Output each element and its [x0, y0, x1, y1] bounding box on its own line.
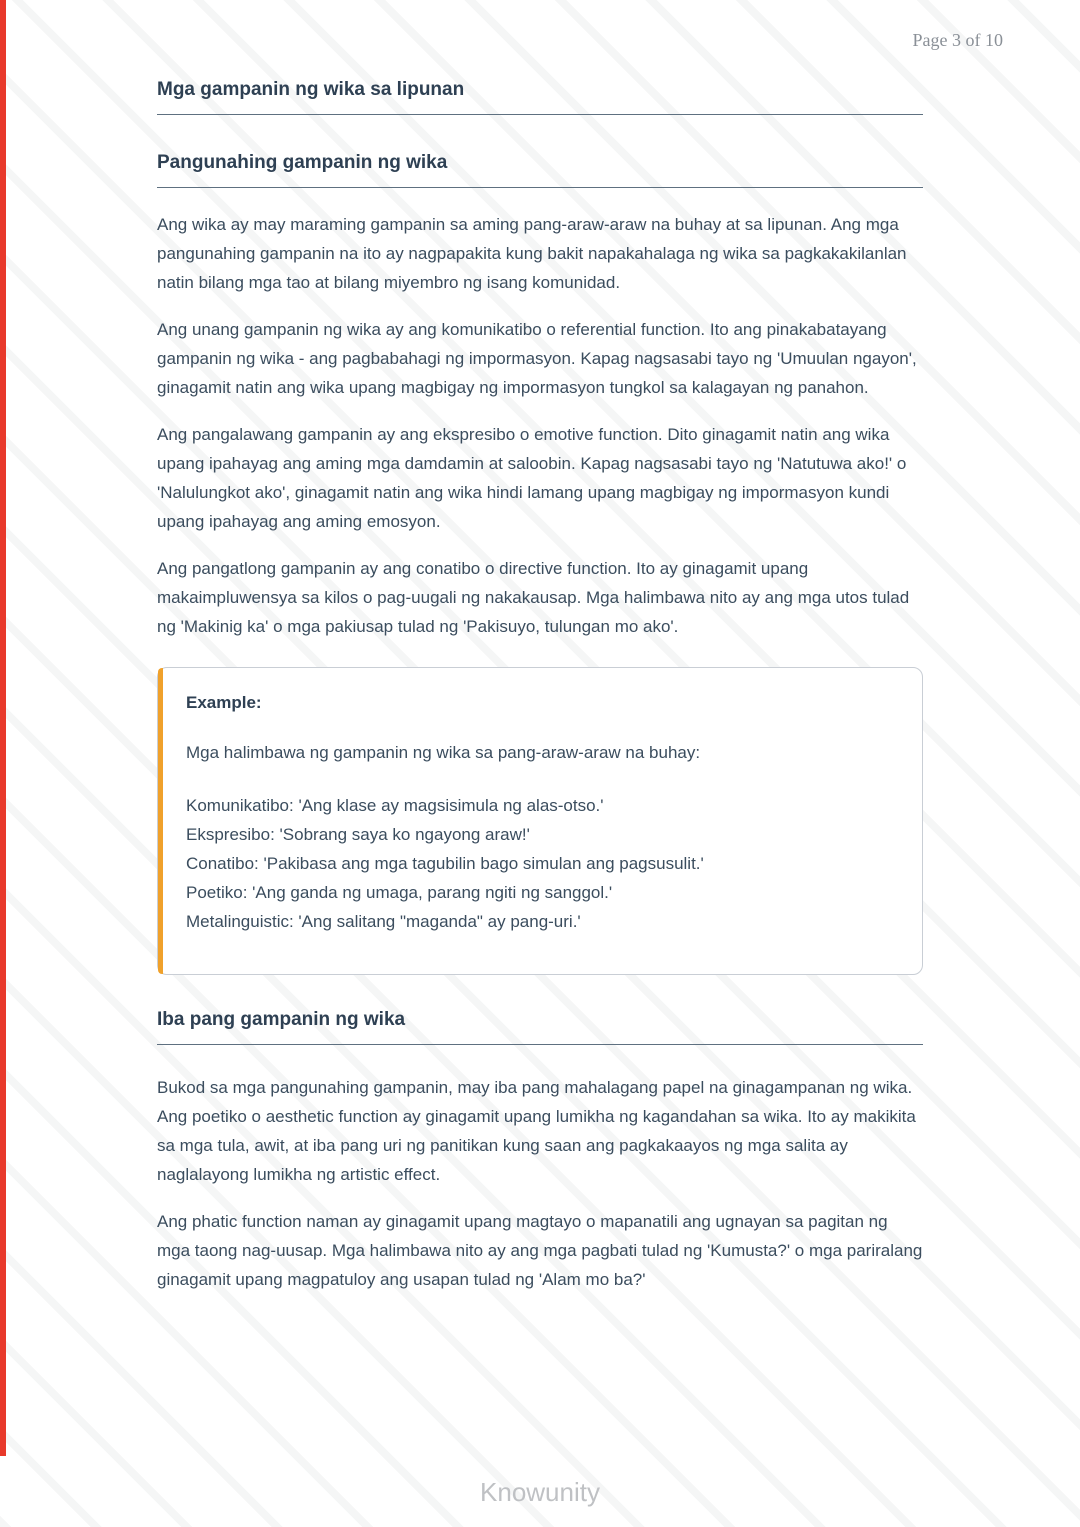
knowunity-brand-footer: Knowunity	[480, 1477, 600, 1507]
paragraph: Ang phatic function naman ay ginagamit upang magtayo o mapanatili ang ugnayan sa pagitan ng mga taong nag-uusap. Mga halimbawa nito ay ang mga pagbati tulad ng 'Kumusta?' o mga pariralang ginagamit upang magpatuloy ang usapan tulad ng 'Alam mo ba?'	[157, 1212, 923, 1289]
left-edge-accent-bar	[0, 0, 6, 1456]
section-title-other-functions: Iba pang gampanin ng wika	[157, 1008, 923, 1045]
example-intro: Mga halimbawa ng gampanin ng wika sa pang-araw-araw na buhay:	[186, 743, 701, 762]
example-item: Conatibo: 'Pakibasa ang mga tagubilin bago simulan ang pagsusulit.'	[186, 854, 704, 873]
example-callout-box	[157, 667, 923, 975]
page-content	[157, 0, 923, 1294]
paragraph: Ang pangatlong gampanin ay ang conatibo o directive function. Ito ay ginagamit upang makaimpluwensya sa kilos o pag-uugali ng nakakausap. Mga halimbawa nito ay ang mga utos tulad ng 'Makinig ka' o mga pakiusap tulad ng 'Pakisuyo, tulungan mo ako'.	[157, 559, 910, 636]
example-item: Ekspresibo: 'Sobrang saya ko ngayong araw!'	[186, 825, 530, 844]
paragraph: Ang pangalawang gampanin ay ang ekspresibo o emotive function. Dito ginagamit natin ang wika upang ipahayag ang aming mga damdamin at saloobin. Kapag nagsasabi tayo ng 'Natutuwa ako!' o 'Nalulungkot ako', ginagamit natin ang wika hindi lamang upang magbigay ng impormasyon kundi upang ipahayag ang aming emosyon.	[157, 425, 907, 531]
paragraph: Ang unang gampanin ng wika ay ang komunikatibo o referential function. Ito ang pinakabatayang gampanin ng wika - ang pagbabahagi ng impormasyon. Kapag nagsasabi tayo ng 'Umuulan ngayon', ginagamit natin ang wika upang magbigay ng impormasyon tungkol sa kalagayan ng panahon.	[157, 320, 917, 397]
paragraph: Ang wika ay may maraming gampanin sa aming pang-araw-araw na buhay at sa lipunan. Ang mga pangunahing gampanin na ito ay nagpapakita kung bakit napakahalaga ng wika sa pagkakakilanlan natin bilang mga tao at bilang miyembro ng isang komunidad.	[157, 215, 907, 292]
example-item: Metalinguistic: 'Ang salitang "maganda" ay pang-uri.'	[186, 912, 581, 931]
example-accent-bar	[158, 668, 163, 974]
example-label: Example:	[186, 693, 262, 712]
page-number: Page 3 of 10	[912, 30, 1003, 50]
example-item-list	[186, 791, 892, 936]
section-title-main: Mga gampanin ng wika sa lipunan	[157, 78, 923, 115]
example-item: Komunikatibo: 'Ang klase ay magsisimula ng alas-otso.'	[186, 796, 604, 815]
paragraph: Bukod sa mga pangunahing gampanin, may iba pang mahalagang papel na ginagampanan ng wika. Ang poetiko o aesthetic function ay ginagamit upang lumikha ng kagandahan sa wika. Ito ay makikita sa mga tula, awit, at iba pang uri ng panitikan kung saan ang pagkakaayos ng mga salita ay naglalayong lumikha ng artistic effect.	[157, 1078, 916, 1184]
example-item: Poetiko: 'Ang ganda ng umaga, parang ngiti ng sanggol.'	[186, 883, 613, 902]
section-title-primary-functions: Pangunahing gampanin ng wika	[157, 151, 923, 188]
